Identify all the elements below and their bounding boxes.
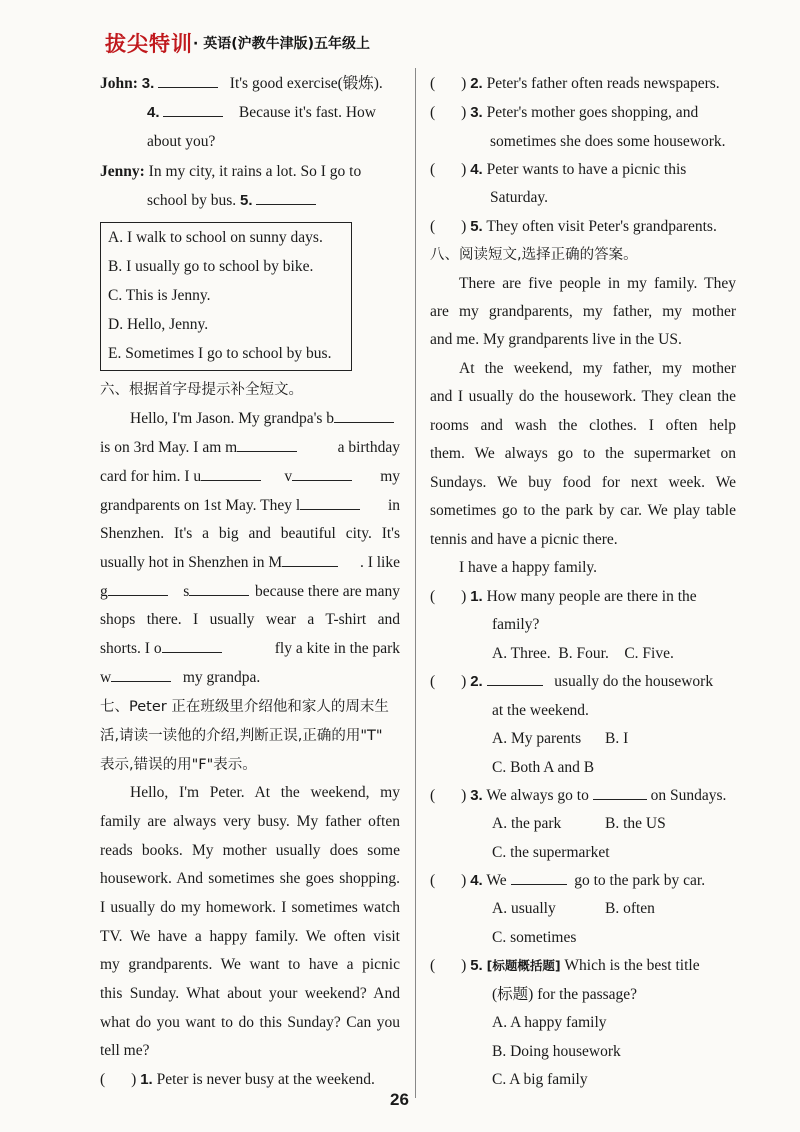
s8-passage-line: At the weekend, my father, my mother	[459, 360, 736, 377]
book-subtitle: · 英语(沪教牛津版)五年级上	[193, 36, 370, 52]
q5-option-c: C. A big family	[492, 1071, 588, 1088]
tf-answer-3[interactable]	[435, 103, 461, 117]
paren: (	[430, 104, 436, 121]
s8-q3	[430, 782, 726, 810]
paren: )	[461, 787, 467, 804]
question-text: We	[486, 872, 507, 889]
section7-title-cont: 表示,错误的用"F"表示。	[100, 757, 257, 773]
paren: (	[430, 787, 436, 804]
question-text: go to the park by car.	[574, 872, 706, 889]
s6-text: grandparents on 1st May. They l	[100, 497, 301, 514]
answer-blank-4[interactable]	[163, 102, 223, 117]
s6-text: in	[387, 497, 400, 514]
dialogue-jenny	[100, 158, 361, 186]
speaker-jenny: Jenny:	[100, 163, 145, 180]
fill-blank-making[interactable]	[237, 437, 297, 452]
paren: (	[430, 75, 436, 92]
s7-item-4	[430, 156, 736, 184]
question-text-cont: at the weekend.	[492, 702, 589, 719]
s6-text: w	[100, 669, 112, 686]
question-blank	[511, 870, 567, 885]
s8-passage-line: rooms and wash the clothes. I often help	[430, 417, 736, 434]
item-number: 3.	[470, 104, 483, 121]
paren: )	[461, 75, 467, 92]
s6-text: s	[183, 583, 190, 600]
s7-item-5	[430, 213, 717, 241]
s7-item-2	[430, 70, 720, 98]
q4-text: Because it's fast. How	[238, 104, 376, 121]
s8-q2	[430, 668, 713, 696]
tf-answer-2[interactable]	[435, 74, 461, 88]
q5-option-b: B. Doing housework	[492, 1043, 621, 1060]
paren: (	[430, 588, 436, 605]
s6-text: is on 3rd May. I am m	[100, 439, 238, 456]
paren: (	[430, 872, 436, 889]
question-text: We always go to	[486, 787, 589, 804]
question-number: 3.	[470, 787, 483, 804]
question-number: 1.	[470, 588, 483, 605]
s7-passage-line: housework. And sometimes she goes shopping.	[100, 870, 400, 887]
option-e: E. Sometimes I go to school by bus.	[108, 345, 332, 362]
q4-number: 4.	[147, 104, 160, 121]
fill-blank-usually[interactable]	[201, 466, 261, 481]
s6-text: . I like	[359, 554, 400, 571]
question-text: usually do the housework	[554, 673, 714, 690]
dialogue-john-q3	[100, 70, 383, 98]
section6-title: 六、根据首字母提示补全短文。	[100, 382, 303, 398]
q1-options: A. Three. B. Four. C. Five.	[492, 645, 674, 662]
question-number: 2.	[470, 673, 483, 690]
paren: (	[430, 218, 436, 235]
q5-number: 5.	[240, 192, 253, 209]
s8-passage-line: sometimes go to the park by car. We play table	[430, 502, 736, 519]
mc-answer-5[interactable]	[435, 956, 461, 970]
item-text: They often visit Peter's grandparents.	[486, 218, 717, 235]
s8-passage-line: are my grandparents, my father, my mother	[430, 303, 736, 320]
tf-answer-1[interactable]	[105, 1070, 131, 1084]
s6-line-3	[100, 463, 400, 491]
q2-option-c: C. Both A and B	[492, 759, 595, 776]
option-b: B. I usually go to school by bike.	[108, 258, 314, 275]
item-text: Peter wants to have a picnic this	[486, 161, 687, 178]
s8-passage-line: and I usually do the housework. They clean the	[430, 388, 736, 405]
s8-q4	[430, 867, 705, 895]
s6-text: usually hot in Shenzhen in M	[100, 554, 283, 571]
speaker-john: John:	[100, 75, 138, 92]
option-a: A. I walk to school on sunny days.	[108, 229, 323, 246]
s8-passage-line: There are five people in my family. They	[459, 275, 736, 292]
s6-text: my grandpa.	[182, 669, 261, 686]
fill-blank-often[interactable]	[162, 638, 222, 653]
paren: )	[131, 1071, 137, 1088]
mc-answer-1[interactable]	[435, 587, 461, 601]
s7-passage-line: I usually do my homework. I sometimes watch	[100, 899, 400, 916]
question-text-cont: (标题) for the passage?	[492, 986, 638, 1003]
fill-blank-with[interactable]	[111, 667, 171, 682]
fill-blank-birthday[interactable]	[334, 408, 394, 423]
q3-number: 3.	[141, 75, 155, 92]
s7-item-3	[430, 99, 736, 127]
q4-continuation: about you?	[147, 133, 216, 150]
brand-title: 拔尖特训	[105, 32, 193, 56]
s7-passage-line: tell me?	[100, 1042, 150, 1059]
question-type-tag: [标题概括题]	[486, 958, 561, 973]
s6-text: fly a kite in the park	[274, 640, 400, 657]
paren: )	[461, 161, 467, 178]
paren: )	[461, 588, 467, 605]
page-number: 26	[390, 1090, 409, 1109]
answer-blank-5[interactable]	[256, 190, 316, 205]
s8-passage-line: them. We always go to the supermarket on	[430, 445, 736, 462]
jenny-text: In my city, it rains a lot. So I go to	[148, 163, 362, 180]
s6-line-10	[100, 664, 260, 692]
paren: )	[461, 218, 467, 235]
fill-blank-month[interactable]	[282, 552, 338, 567]
q2-option-b: B. I	[605, 730, 629, 747]
q5-option-a: A. A happy family	[492, 1014, 607, 1031]
question-text: How many people are there in the	[486, 588, 697, 605]
item-text: Peter's mother goes shopping, and	[486, 104, 699, 121]
tf-answer-5[interactable]	[435, 217, 461, 231]
fill-blank-shopping[interactable]	[189, 581, 249, 596]
s7-passage-line: what do you want to do this Sunday? Can you	[100, 1014, 400, 1031]
fill-blank-visit[interactable]	[292, 466, 352, 481]
s6-text: Hello, I'm Jason. My grandpa's b	[130, 410, 335, 427]
s6-text: g	[100, 583, 108, 600]
q3-option-a: A. the park	[492, 815, 562, 832]
s7-passage-line: reads books. My mother usually does some	[100, 842, 400, 859]
q4-option-a: A. usually	[492, 900, 556, 917]
paren: )	[461, 104, 467, 121]
fill-blank-go[interactable]	[108, 581, 168, 596]
tf-answer-4[interactable]	[435, 160, 461, 174]
item-number: 5.	[470, 218, 483, 235]
s6-line-2	[100, 434, 400, 462]
section7-title: 七、Peter 正在班级里介绍他和家人的周末生	[100, 699, 389, 715]
question-text: Which is the best title	[564, 957, 700, 974]
paren: )	[461, 872, 467, 889]
q4-option-b: B. often	[605, 900, 655, 917]
paren: (	[430, 161, 436, 178]
item-text-cont: Saturday.	[490, 189, 548, 206]
q3-option-c: C. the supermarket	[492, 844, 610, 861]
s6-line-4	[100, 492, 400, 520]
s6-line-6	[100, 549, 400, 577]
paren: )	[461, 673, 467, 690]
dialogue-jenny-cont	[147, 187, 316, 215]
q4-option-c: C. sometimes	[492, 929, 577, 946]
s6-line-5: Shenzhen. It's a big and beautiful city. It's	[100, 525, 400, 542]
dialogue-q4	[147, 99, 400, 127]
item-text: Peter's father often reads newspapers.	[486, 75, 720, 92]
item-number: 1.	[140, 1071, 153, 1088]
jenny-continuation: school by bus.	[147, 192, 237, 209]
s7-passage-line: this Sunday. What about your weekend? And	[100, 985, 400, 1002]
question-number: 4.	[470, 872, 483, 889]
s8-q5	[430, 952, 700, 980]
question-text: on Sundays.	[650, 787, 727, 804]
s7-passage-line: family are always very busy. My father often	[100, 813, 400, 830]
paren: )	[461, 957, 467, 974]
q3-option-b: B. the US	[605, 815, 666, 832]
s6-text: my	[380, 468, 400, 485]
s6-line-8: shops there. I usually wear a T-shirt and	[100, 611, 400, 628]
section8-title: 八、阅读短文,选择正确的答案。	[430, 247, 638, 263]
item-number: 2.	[470, 75, 483, 92]
question-blank	[593, 785, 647, 800]
s8-passage-line: tennis and have a picnic there.	[430, 531, 618, 548]
item-text-cont: sometimes she does some housework.	[490, 133, 726, 150]
s6-text: because there are many	[254, 583, 400, 600]
paren: (	[430, 673, 436, 690]
s6-text: a birthday	[337, 439, 400, 456]
option-d: D. Hello, Jenny.	[108, 316, 209, 333]
mc-answer-4[interactable]	[435, 871, 461, 885]
paren: (	[100, 1071, 106, 1088]
option-c: C. This is Jenny.	[108, 287, 211, 304]
s6-line-9	[100, 635, 400, 663]
mc-answer-3[interactable]	[435, 786, 461, 800]
question-text-cont: family?	[492, 616, 540, 633]
s6-line-7	[100, 578, 400, 606]
mc-answer-2[interactable]	[435, 672, 461, 686]
column-divider	[415, 68, 416, 1098]
s8-passage-line: I have a happy family.	[459, 559, 598, 576]
section7-title-cont: 活,请读一读他的介绍,判断正误,正确的用"T"	[100, 728, 383, 744]
item-number: 4.	[470, 161, 483, 178]
answer-blank-3[interactable]	[158, 73, 218, 88]
s8-passage-line: and me. My grandparents live in the US.	[430, 331, 682, 348]
s6-text: card for him. I u	[100, 468, 202, 485]
s7-item-1	[100, 1066, 375, 1094]
question-blank	[487, 671, 543, 686]
item-text: Peter is never busy at the weekend.	[156, 1071, 375, 1088]
s8-passage-line: Sundays. We buy food for next week. We	[430, 474, 736, 491]
s6-text: v	[284, 468, 293, 485]
s7-passage-line: Hello, I'm Peter. At the weekend, my	[130, 784, 400, 801]
s6-line-1	[130, 405, 394, 433]
question-number: 5.	[470, 957, 483, 974]
s7-passage-line: TV. We have a happy family. We often visit	[100, 928, 400, 945]
q2-option-a: A. My parents	[492, 730, 582, 747]
s6-text: shorts. I o	[100, 640, 162, 657]
fill-blank-live[interactable]	[300, 495, 360, 510]
paren: (	[430, 957, 436, 974]
s8-q1	[430, 583, 736, 611]
s7-passage-line: my grandparents. We want to have a picnic	[100, 956, 400, 973]
q3-text: It's good exercise(锻炼).	[229, 75, 383, 92]
